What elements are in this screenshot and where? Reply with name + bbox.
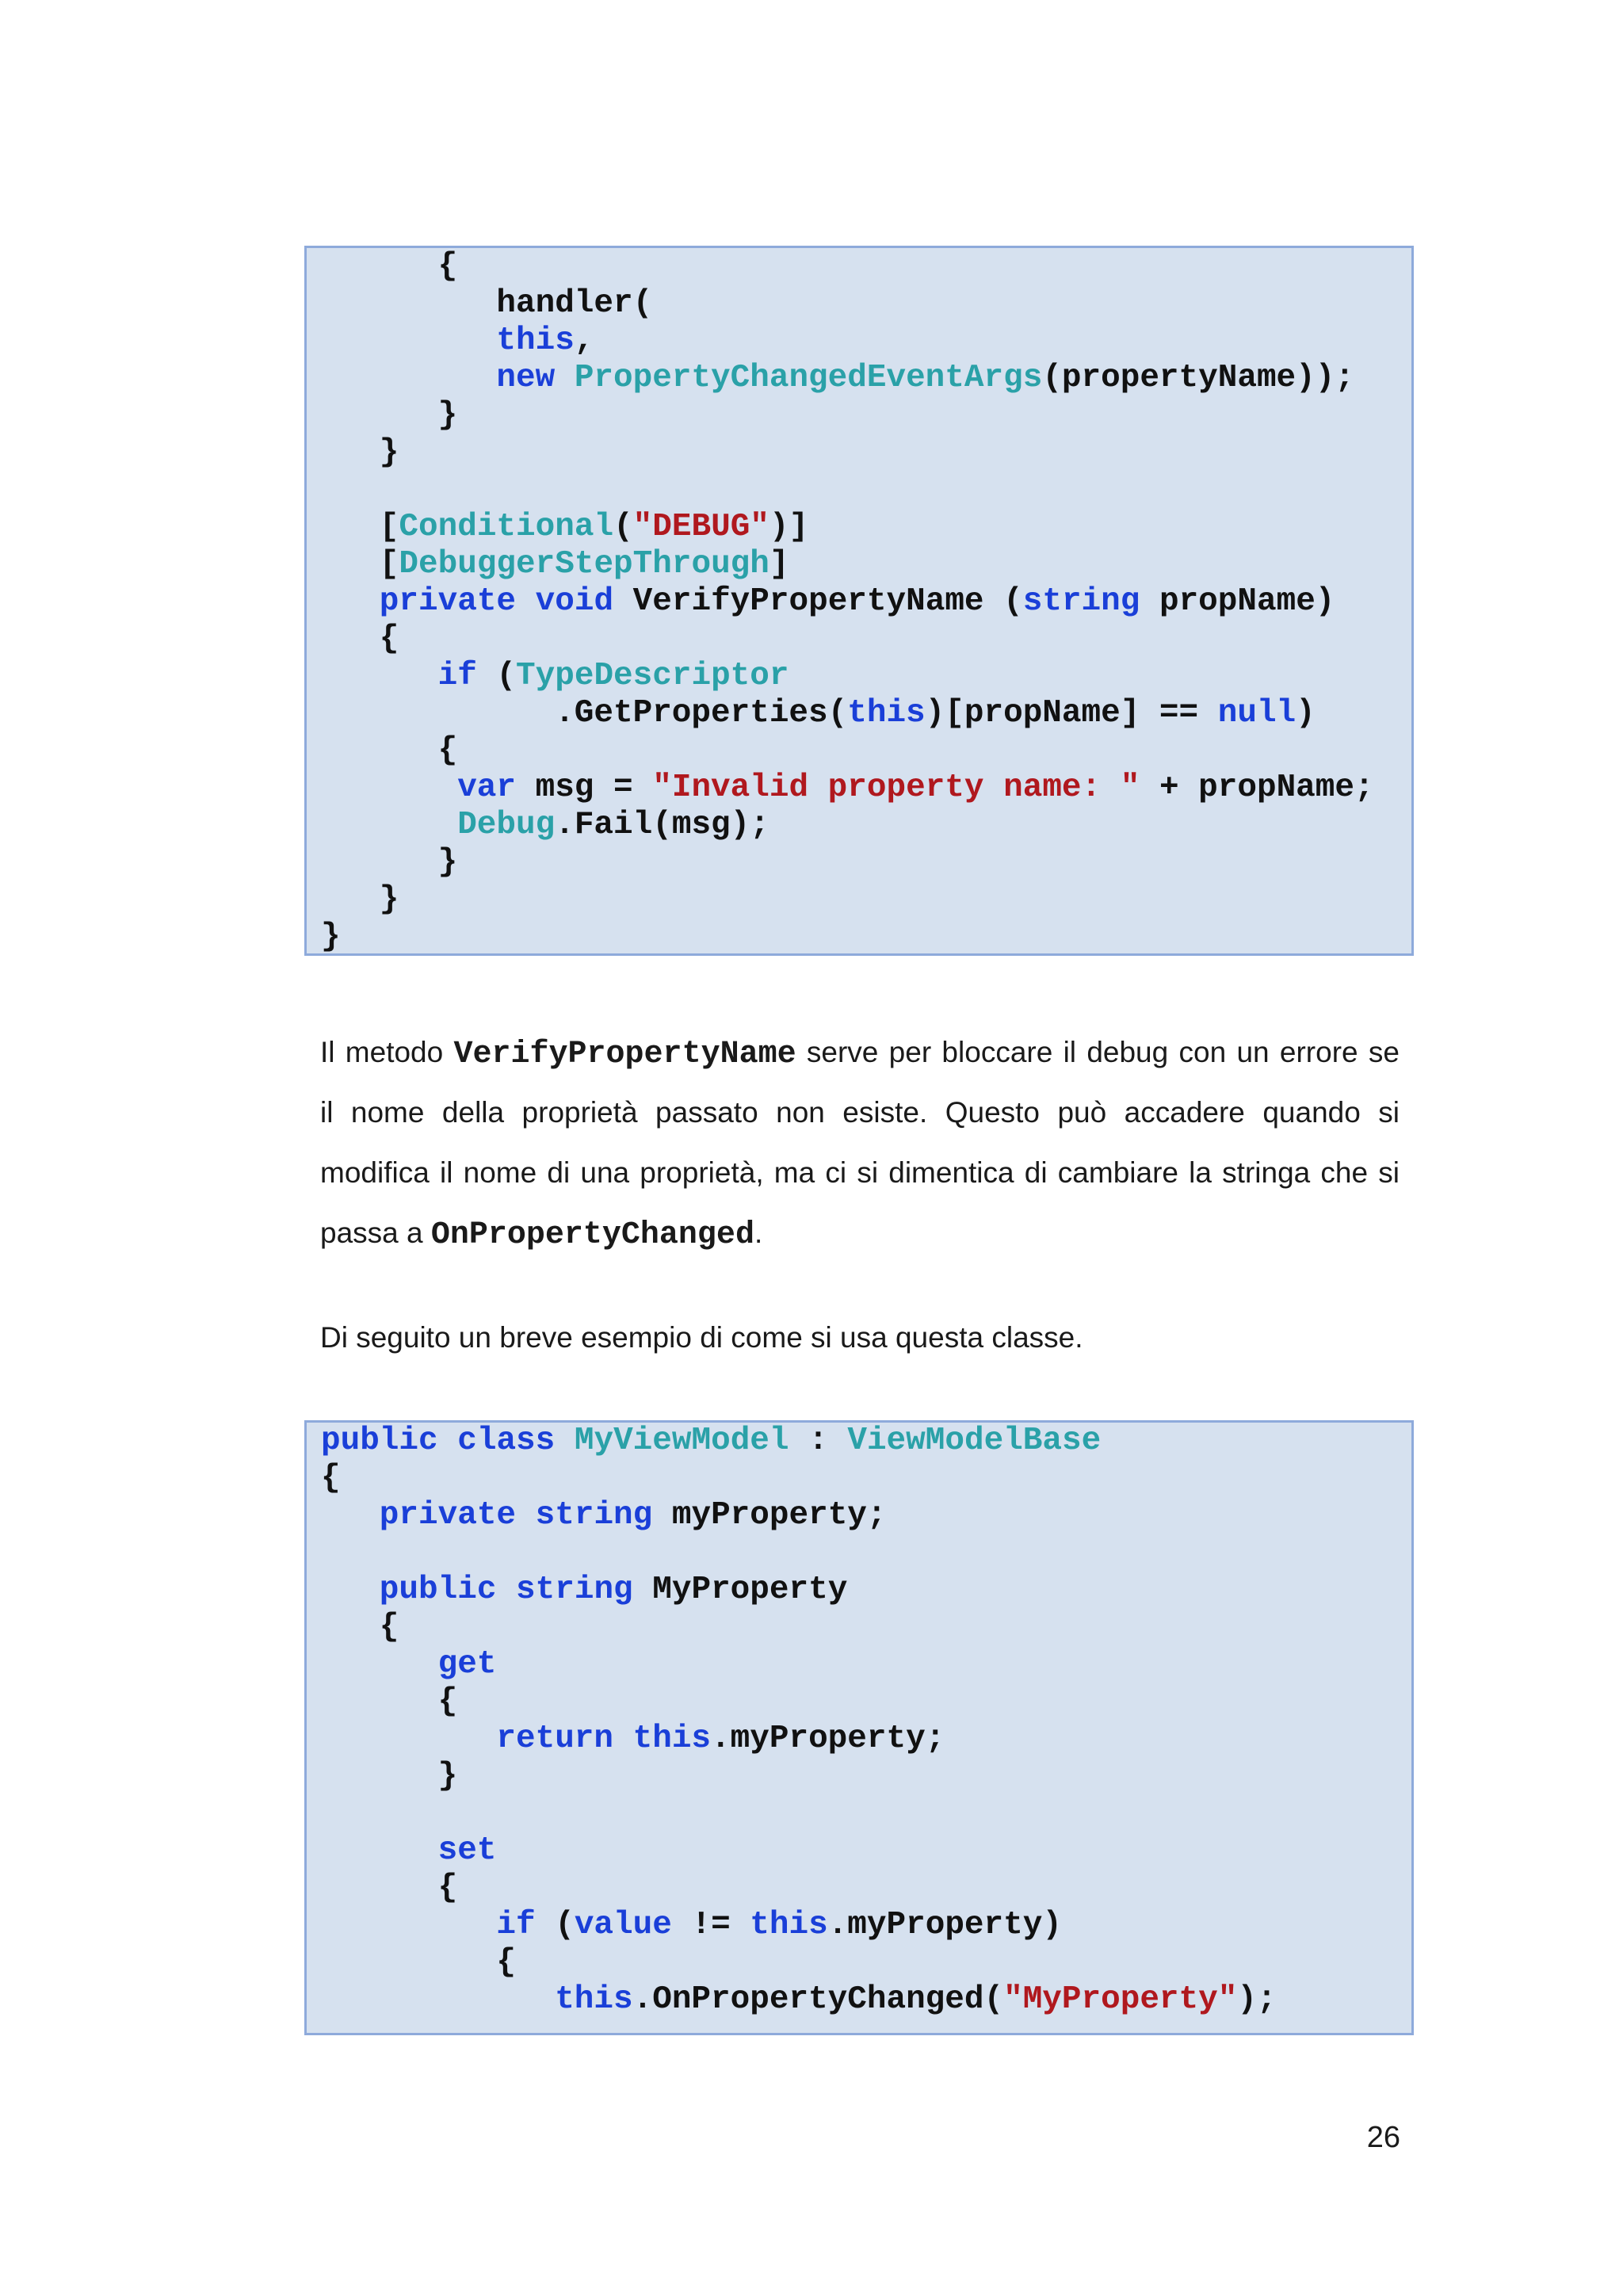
code-line: [438, 732, 458, 770]
code-token: :: [789, 1423, 848, 1459]
code-line: [438, 844, 458, 881]
code-line: [496, 1907, 1062, 1944]
code-token: {: [437, 248, 458, 285]
code-token: MyViewModel: [574, 1423, 789, 1459]
code-token: this: [847, 695, 926, 732]
code-token: class: [457, 1423, 556, 1459]
code-token: }: [437, 844, 458, 881]
paragraph-line: Di seguito un breve esempio di come si usa questa classe.: [320, 1321, 1083, 1354]
code-token: string: [1022, 583, 1140, 620]
code-token: [613, 1721, 633, 1757]
code-token: )[propName] ==: [925, 695, 1218, 732]
code-token: }: [321, 919, 341, 955]
code-token: {: [496, 1944, 516, 1981]
code-token: {: [437, 1683, 458, 1720]
code-line: [380, 509, 808, 546]
code-token: (: [535, 1907, 575, 1943]
code-token: [516, 583, 536, 620]
code-token: ,: [574, 323, 594, 359]
code-token: private: [379, 583, 517, 620]
code-token: public: [379, 1572, 497, 1608]
code-line: [496, 285, 652, 323]
code-token: }: [437, 1758, 458, 1794]
code-token: this: [750, 1907, 828, 1943]
code-line: [321, 1460, 341, 1497]
code-token: {: [379, 1609, 399, 1645]
code-token: string: [516, 1572, 633, 1608]
text-fragment: .: [754, 1217, 763, 1249]
code-token: }: [379, 434, 399, 471]
paragraph-example-intro: [320, 1308, 1400, 1368]
code-token: public: [321, 1423, 438, 1459]
code-token: PropertyChangedEventArgs: [574, 360, 1043, 396]
code-token: Conditional: [399, 509, 614, 545]
code-line: [438, 1870, 458, 1907]
code-line: [438, 397, 458, 434]
code-line: [438, 1646, 497, 1683]
code-token: [496, 1572, 516, 1608]
paragraph-line: modifica il nome di una proprietà, ma ci si dimentica di cambiare la stringa che si: [320, 1156, 1400, 1189]
code-token: msg =: [516, 770, 653, 806]
code-token: {: [437, 732, 458, 769]
code-token: {: [379, 621, 399, 657]
code-token: + propName;: [1140, 770, 1374, 806]
code-block-1: [304, 246, 1414, 956]
code-line: [438, 658, 789, 695]
code-token: myProperty;: [652, 1497, 887, 1534]
code-line: [380, 434, 399, 472]
code-line: [380, 1609, 399, 1646]
code-token: .GetProperties(: [555, 695, 848, 732]
code-token: handler(: [496, 285, 653, 322]
code-token: value: [574, 1907, 672, 1943]
code-token: TypeDescriptor: [516, 658, 789, 694]
code-line: [321, 919, 341, 956]
paragraph-line: [320, 1022, 1400, 1083]
code-token: .myProperty;: [711, 1721, 945, 1757]
code-line: [438, 1683, 458, 1721]
code-token: new: [496, 360, 556, 396]
code-token: [: [379, 546, 399, 583]
code-line: [496, 1944, 516, 1981]
paragraph-verify-property-name: [320, 1022, 1400, 1263]
code-token: private: [379, 1497, 517, 1534]
code-token: return: [496, 1721, 614, 1757]
code-token: .myProperty): [827, 1907, 1062, 1943]
code-token: "DEBUG": [632, 509, 769, 545]
code-line: [555, 695, 1316, 732]
code-token: void: [535, 583, 614, 620]
code-line: [380, 1497, 887, 1534]
code-token: [555, 360, 575, 396]
paragraph-line: il nome della proprietà passato non esiste. Questo può accadere quando si: [320, 1096, 1400, 1129]
code-token: null: [1217, 695, 1296, 732]
code-line: [438, 248, 458, 285]
code-token: propName): [1140, 583, 1335, 620]
code-token: string: [535, 1497, 653, 1534]
code-line: [496, 360, 1354, 397]
code-line: [380, 1572, 848, 1609]
code-token: (propertyName));: [1042, 360, 1354, 396]
code-token: if: [437, 658, 477, 694]
code-line: [457, 770, 1373, 807]
text-fragment: serve per bloccare il debug con un errore se: [796, 1036, 1400, 1068]
code-token: VerifyPropertyName (: [613, 583, 1023, 620]
code-line: [438, 1832, 497, 1870]
code-token: set: [437, 1832, 497, 1869]
code-token: ): [1296, 695, 1316, 732]
code-line: [555, 1981, 1276, 2019]
code-line: [457, 807, 769, 844]
code-token: "Invalid property name: ": [652, 770, 1140, 806]
code-line: [380, 621, 399, 658]
paragraph-line: [320, 1203, 1400, 1263]
code-token: (: [476, 658, 517, 694]
code-line: [321, 1423, 1101, 1460]
code-line: [496, 323, 594, 360]
code-token: )]: [769, 509, 809, 545]
text-fragment: Il metodo: [320, 1036, 454, 1068]
code-token: ]: [769, 546, 789, 583]
code-token: [: [379, 509, 399, 545]
code-token: [438, 1423, 458, 1459]
code-token: }: [437, 397, 458, 434]
code-token: !=: [671, 1907, 750, 1943]
code-token: ViewModelBase: [847, 1423, 1102, 1459]
code-line: [380, 583, 1335, 621]
code-token: .OnPropertyChanged(: [632, 1981, 1004, 2018]
code-token: var: [457, 770, 516, 806]
code-token: this: [555, 1981, 633, 2018]
code-line: [438, 1758, 458, 1795]
code-block-2: [304, 1420, 1414, 2035]
code-line: [496, 1721, 945, 1758]
code-token: (: [613, 509, 633, 545]
code-token: this: [632, 1721, 712, 1757]
code-token: [555, 1423, 575, 1459]
code-token: }: [379, 881, 399, 918]
code-token: {: [437, 1870, 458, 1906]
code-token: .Fail(msg);: [555, 807, 769, 843]
inline-code: VerifyPropertyName: [453, 1037, 796, 1072]
code-line: [380, 546, 789, 583]
page-number: 26: [1366, 2121, 1400, 2154]
code-token: "MyProperty": [1003, 1981, 1238, 2018]
code-token: );: [1237, 1981, 1277, 2018]
code-token: this: [496, 323, 575, 359]
code-token: get: [437, 1646, 497, 1683]
text-fragment: passa a: [320, 1217, 431, 1249]
code-token: DebuggerStepThrough: [399, 546, 769, 583]
code-token: MyProperty: [632, 1572, 848, 1608]
code-token: if: [496, 1907, 536, 1943]
inline-code: OnPropertyChanged: [430, 1217, 754, 1253]
code-token: {: [321, 1460, 341, 1496]
code-token: Debug: [457, 807, 556, 843]
code-line: [380, 881, 399, 919]
code-token: [516, 1497, 536, 1534]
